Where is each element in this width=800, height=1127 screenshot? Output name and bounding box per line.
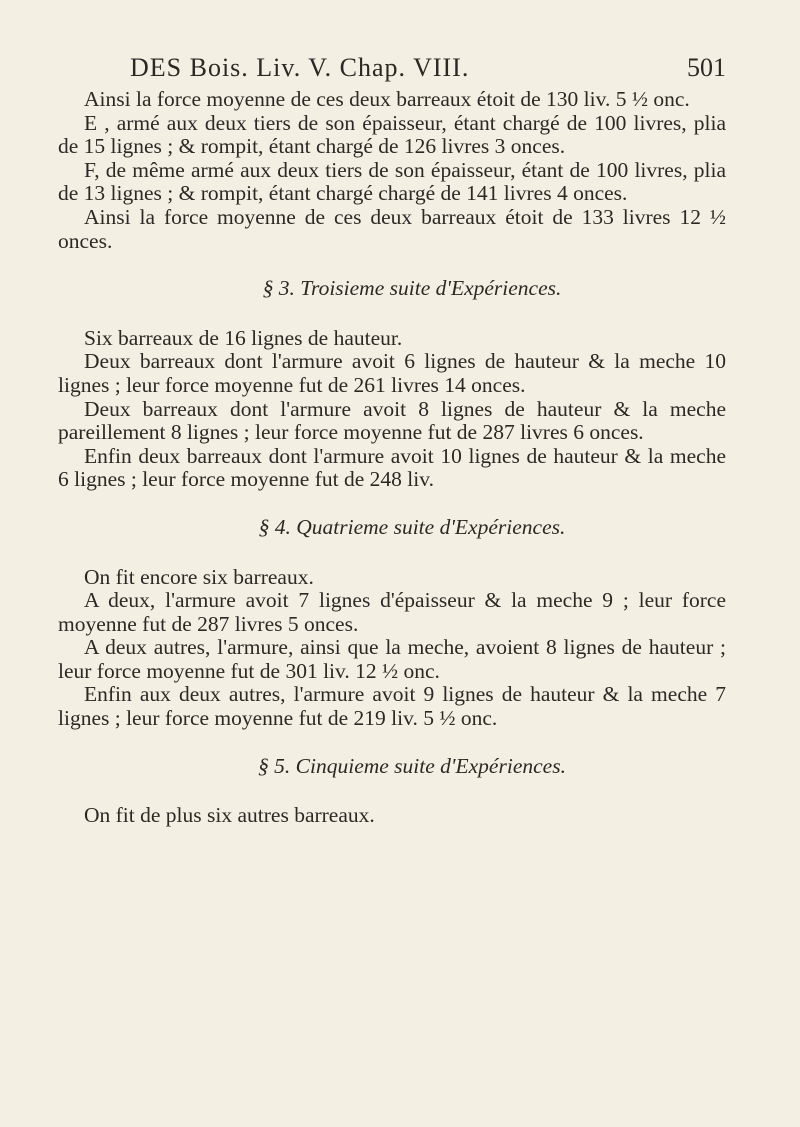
paragraph: Enfin deux barreaux dont l'armure avoit 10 lignes de hauteur & la meche 6 lignes ; leur force moyenne fut de 248 liv. <box>58 443 726 492</box>
running-head <box>58 50 726 86</box>
paragraph: Enfin aux deux autres, l'armure avoit 9 lignes de hauteur & la meche 7 lignes ; leur force moyenne fut de 219 liv. 5 ½ onc. <box>58 682 726 731</box>
paragraph: Deux barreaux dont l'armure avoit 6 lignes de hauteur & la meche 10 lignes ; leur force moyenne fut de 261 livres 14 onces. <box>58 349 726 397</box>
book-page <box>58 50 726 828</box>
paragraph: A deux autres, l'armure, ainsi que la meche, avoient 8 lignes de hauteur ; leur force moyenne fut de 301 liv. 12 ½ onc. <box>58 635 726 683</box>
paragraph: A deux, l'armure avoit 7 lignes d'épaisseur & la meche 9 ; leur force moyenne fut de 287 livres 5 onces. <box>58 588 726 636</box>
paragraph: Deux barreaux dont l'armure avoit 8 lignes de hauteur & la meche pareillement 8 lignes ; leur force moyenne fut de 287 livres 6 onces. <box>58 396 726 445</box>
page-number: 501 <box>687 53 726 82</box>
body-text <box>58 88 726 828</box>
section-heading: § 4. Quatrieme suite d'Expériences. <box>258 514 566 539</box>
paragraph: On fit de plus six autres barreaux. <box>84 803 375 828</box>
running-head-title: DES Bois. Liv. V. Chap. VIII. <box>130 53 470 82</box>
section-heading: § 5. Cinquieme suite d'Expériences. <box>258 753 566 778</box>
section-heading: § 3. Troisieme suite d'Expériences. <box>262 276 562 301</box>
paragraph: F, de même armé aux deux tiers de son épaisseur, étant de 100 livres, plia de 13 lignes ; & rompit, étant chargé chargé de 141 livres 4 onces. <box>58 157 726 206</box>
paragraph: Six barreaux de 16 lignes de hauteur. <box>84 325 403 350</box>
paragraph: Ainsi la force moyenne de ces deux barreaux étoit de 130 liv. 5 ½ onc. <box>84 87 690 111</box>
paragraph: Ainsi la force moyenne de ces deux barreaux étoit de 133 livres 12 ½ onces. <box>58 204 726 253</box>
paragraph: E , armé aux deux tiers de son épaisseur, étant chargé de 100 livres, plia de 15 lignes ; & rompit, étant chargé de 126 livres 3 onces. <box>58 110 726 159</box>
paragraph: On fit encore six barreaux. <box>84 564 314 589</box>
